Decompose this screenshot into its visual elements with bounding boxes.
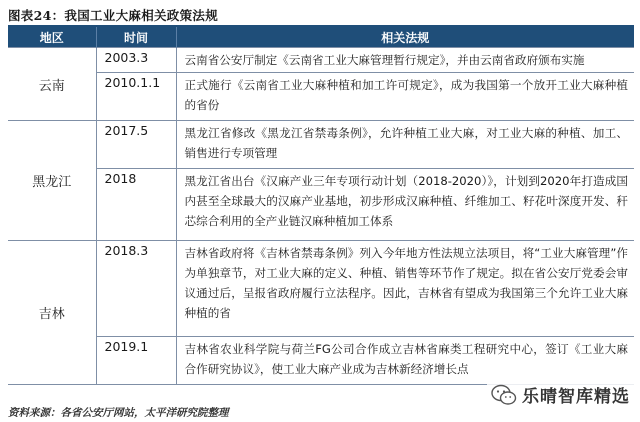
- time-cell: 2019.1: [96, 337, 176, 385]
- region-cell: 吉林: [8, 241, 96, 385]
- watermark-text: 乐晴智库精选: [522, 387, 630, 407]
- header-time: 时间: [96, 27, 176, 48]
- table-row: [8, 73, 634, 121]
- time-cell: 2003.3: [96, 48, 176, 73]
- regulation-cell: 黑龙江省修改《黑龙江省禁毒条例》，允许种植工业大麻，对工业大麻的种植、加工、销售进行专项管理: [176, 121, 634, 169]
- regulation-cell: 云南省公安厅制定《云南省工业大麻管理暂行规定》，并由云南省政府颁布实施: [176, 48, 634, 73]
- wechat-icon: [491, 384, 517, 406]
- table-header-row: [8, 27, 634, 48]
- time-cell: 2010.1.1: [96, 73, 176, 121]
- time-cell: 2017.5: [96, 121, 176, 169]
- regulation-cell: 黑龙江省出台《汉麻产业三年专项行动计划（2018-2020）》，计划到2020年打造成国内甚至全球最大的汉麻产业基地，初步形成汉麻种植、纤维加工、籽花叶深度开发、秆芯综合利用的全产业链汉麻种植加工体系: [176, 169, 634, 241]
- regulation-cell: 正式施行《云南省工业大麻种植和加工许可规定》，成为我国第一个放开工业大麻种植的省份: [176, 73, 634, 121]
- header-regulation: 相关法规: [176, 27, 634, 48]
- table-row: [8, 169, 634, 241]
- header-region: 地区: [8, 27, 96, 48]
- policy-table: [8, 27, 634, 385]
- table-row: [8, 241, 634, 337]
- time-cell: 2018.3: [96, 241, 176, 337]
- table-row: [8, 337, 634, 385]
- time-cell: 2018: [96, 169, 176, 241]
- region-cell: 云南: [8, 48, 96, 121]
- region-cell: 黑龙江: [8, 121, 96, 241]
- figure-title: 图表24：我国工业大麻相关政策法规: [8, 8, 218, 23]
- regulation-cell: 吉林省农业科学院与荷兰FG公司合作成立吉林省麻类工程研究中心，签订《工业大麻合作研究协议》，使工业大麻产业成为吉林新经济增长点: [176, 337, 634, 385]
- regulation-cell: 吉林省政府将《吉林省禁毒条例》列入今年地方性法规立法项目，将“工业大麻管理”作为单独章节，对工业大麻的定义、种植、销售等环节作了规定。拟在省公安厅党委会审议通过后，呈报省政府履行立法程序。因此，吉林省有望成为我国第三个允许工业大麻种植的省: [176, 241, 634, 337]
- table-row: [8, 121, 634, 169]
- source-note: 资料来源：各省公安厅网站，太平洋研究院整理: [8, 407, 229, 419]
- watermark: [487, 380, 634, 409]
- table-row: [8, 48, 634, 73]
